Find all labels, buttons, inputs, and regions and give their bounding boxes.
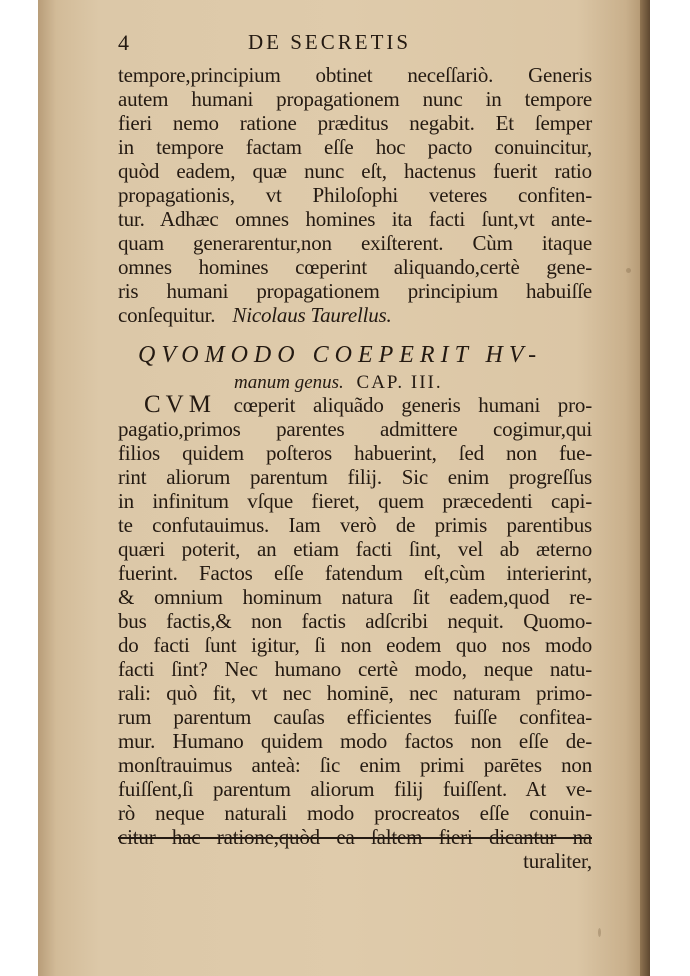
- text-line: quæri poterit, an etiam facti ſint, vel ab æterno: [118, 537, 592, 561]
- ink-blot: [598, 928, 601, 937]
- text-line: fuiſſent,ſi parentum aliorum filij fuiſſent. At ve-: [118, 777, 592, 801]
- text-line: quam generarentur,non exiſterent. Cùm itaque: [118, 231, 592, 255]
- text-line: bus factis,& non factis adſcribi nequit. Quomo-: [118, 609, 592, 633]
- text-line: pagatio,primos parentes admittere cogimur,qui: [118, 417, 592, 441]
- chapter-heading-line-1: QVOMODO COEPERIT HV-: [138, 342, 543, 368]
- text-line: & omnium hominum natura ſit eadem,quod re-: [118, 585, 592, 609]
- page-header: [118, 30, 592, 58]
- text-line: mur. Humano quidem modo factos non eſſe de-: [118, 729, 592, 753]
- text-line: ris humani propagationem principium habuiſſe: [118, 279, 592, 303]
- text-line: rum parentum cauſas efficientes fuiſſe confitea-: [118, 705, 592, 729]
- text-line: propagationis, vt Philoſophi veteres confiten-: [118, 183, 592, 207]
- text-line: fuerint. Factos eſſe fatendum eſt,cùm interierint,: [118, 561, 592, 585]
- chapter-heading-italic: manum genus.: [234, 372, 344, 393]
- page-number: 4: [118, 30, 129, 55]
- ink-blot: [626, 268, 631, 273]
- text-line: conſequitur.: [118, 303, 216, 327]
- text-line: rali: quò fit, vt nec hominē, nec naturam primo-: [118, 681, 592, 705]
- text-line: filios quidem poſteros habuerint, ſed non fue-: [118, 441, 592, 465]
- chapter-number: CAP. III.: [356, 372, 443, 393]
- initial-letters: CVM: [144, 391, 216, 418]
- text-line: rint aliorum parentum filij. Sic enim progreſſus: [118, 465, 592, 489]
- text-line: autem humani propagationem nunc in tempore: [118, 87, 592, 111]
- text-line: do facti ſunt igitur, ſi non eodem quo nos modo: [118, 633, 592, 657]
- text-line: facti ſint? Nec humano certè modo, neque natu-: [118, 657, 592, 681]
- text-line: fieri nemo ratione præditus negabit. Et ſemper: [118, 111, 592, 135]
- paragraph-1-last-line: [118, 303, 592, 327]
- text-line: tempore,principium obtinet neceſſariò. Generis: [118, 63, 592, 87]
- text-line: te confutauimus. Iam verò de primis parentibus: [118, 513, 592, 537]
- text-line: in tempore factam eſſe hoc pacto conuincitur,: [118, 135, 592, 159]
- running-title: DE SECRETIS: [248, 30, 412, 54]
- chapter-heading-line-2: [234, 372, 443, 398]
- catchword: turaliter,: [523, 849, 592, 873]
- text-line: citur hac ratione,quòd ea ſaltem fieri dicantur na: [118, 825, 592, 849]
- text-line: in infinitum vſque fieret, quem præcedenti capi-: [118, 489, 592, 513]
- text-line: omnes homines cœperint aliquando,certè gene-: [118, 255, 592, 279]
- text-line: tur. Adhæc omnes homines ita facti ſunt,vt ante-: [118, 207, 592, 231]
- text-line: rò neque naturali modo procreatos eſſe conuin-: [118, 801, 592, 825]
- text-line: cœperit aliquãdo generis humani pro-: [233, 393, 592, 417]
- text-line: quòd eadem, quæ nunc eſt, hactenus fuerit ratio: [118, 159, 592, 183]
- text-block: [118, 63, 592, 943]
- author-signature: Nicolaus Taurellus.: [232, 303, 392, 327]
- text-line: monſtrauimus anteà: ſic enim primi parētes non: [118, 753, 592, 777]
